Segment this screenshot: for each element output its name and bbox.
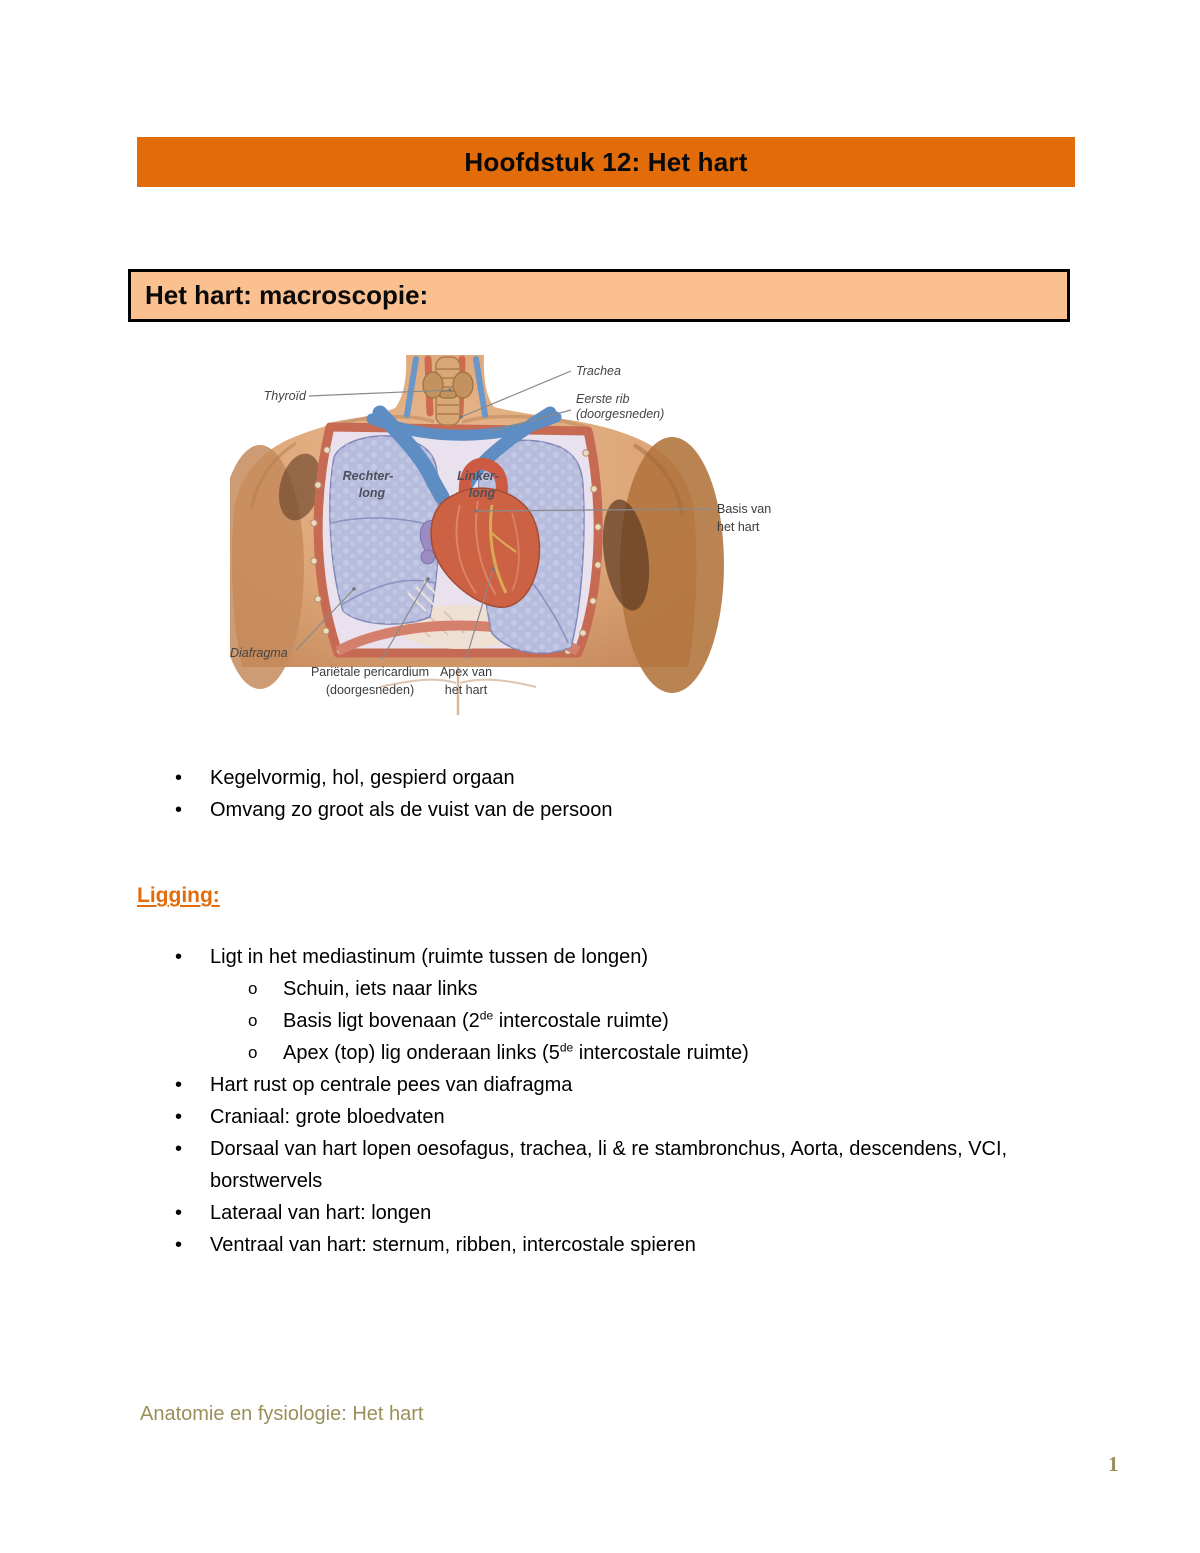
bullet-item: o Apex (top) lig onderaan links (5de intercostale ruimte)	[248, 1037, 1010, 1069]
figure-label-trachea: Trachea	[576, 364, 621, 378]
figure-label-linker-long: Linker-	[457, 469, 499, 483]
figure-label-diafragma: Diafragma	[230, 646, 288, 660]
ligging-heading: Ligging:	[137, 884, 220, 907]
bullet-item: • Ventraal van hart: sternum, ribben, intercostale spieren	[175, 1229, 1010, 1261]
bullet-item: • Omvang zo groot als de vuist van de persoon	[175, 794, 1010, 826]
svg-text:het hart: het hart	[444, 683, 488, 697]
svg-text:long: long	[468, 486, 496, 500]
footer-text: Anatomie en fysiologie: Het hart	[140, 1403, 424, 1425]
bullet-item: • Craniaal: grote bloedvaten	[175, 1101, 1010, 1133]
anatomy-figure	[230, 355, 782, 723]
svg-text:(doorgesneden): (doorgesneden)	[576, 407, 665, 421]
bullet-marker: •	[175, 1234, 183, 1256]
svg-text:long: long	[358, 486, 386, 500]
bullet-item: • Hart rust op centrale pees van diafragma	[175, 1069, 1010, 1101]
anatomy-illustration	[230, 355, 782, 723]
bullet-item: • Lateraal van hart: longen	[175, 1197, 1010, 1229]
figure-label-pericardium: Pariëtale pericardium	[310, 665, 430, 679]
bullet-marker: •	[175, 1202, 183, 1224]
intro-bullet-list	[175, 762, 1010, 826]
bullet-marker: •	[175, 767, 183, 789]
figure-label-thyroid: Thyroïd	[263, 389, 306, 403]
ordinal-superscript: de	[479, 1008, 494, 1023]
chapter-title-bar	[137, 137, 1075, 187]
sub-bullet-marker: o	[248, 979, 258, 998]
bullet-marker: •	[175, 1138, 183, 1160]
bullet-marker: •	[175, 1074, 183, 1096]
bullet-marker: •	[175, 799, 183, 821]
bullet-item: • Ligt in het mediastinum (ruimte tussen de longen)	[175, 941, 1010, 973]
page-number: 1	[1108, 1452, 1119, 1476]
figure-label-eerste-rib: Eerste rib	[576, 392, 630, 406]
figure-label-basis: Basis van	[717, 502, 772, 516]
bullet-marker: •	[175, 1106, 183, 1128]
section-title-bar	[128, 269, 1070, 322]
bullet-item: o Basis ligt bovenaan (2de intercostale ruimte)	[248, 1005, 1010, 1037]
ordinal-superscript: de	[559, 1040, 574, 1055]
section-title: Het hart: macroscopie:	[145, 280, 429, 310]
bullet-item: • Kegelvormig, hol, gespierd orgaan	[175, 762, 1010, 794]
bullet-item: • Dorsaal van hart lopen oesofagus, trachea, li & re stambronchus, Aorta, descendens, VCI, borstwervels	[175, 1133, 1010, 1197]
sub-bullet-marker: o	[248, 1011, 258, 1030]
sub-bullet-marker: o	[248, 1043, 258, 1062]
ligging-bullet-list	[175, 941, 1010, 1261]
figure-label-rechter-long: Rechter-	[342, 469, 394, 483]
svg-text:(doorgesneden): (doorgesneden)	[325, 683, 415, 697]
figure-label-apex: Apex van	[439, 665, 493, 679]
bullet-marker: •	[175, 946, 183, 968]
svg-text:het hart: het hart	[717, 520, 760, 534]
bullet-item: o Schuin, iets naar links	[248, 973, 1010, 1005]
chapter-title: Hoofdstuk 12: Het hart	[464, 146, 748, 177]
